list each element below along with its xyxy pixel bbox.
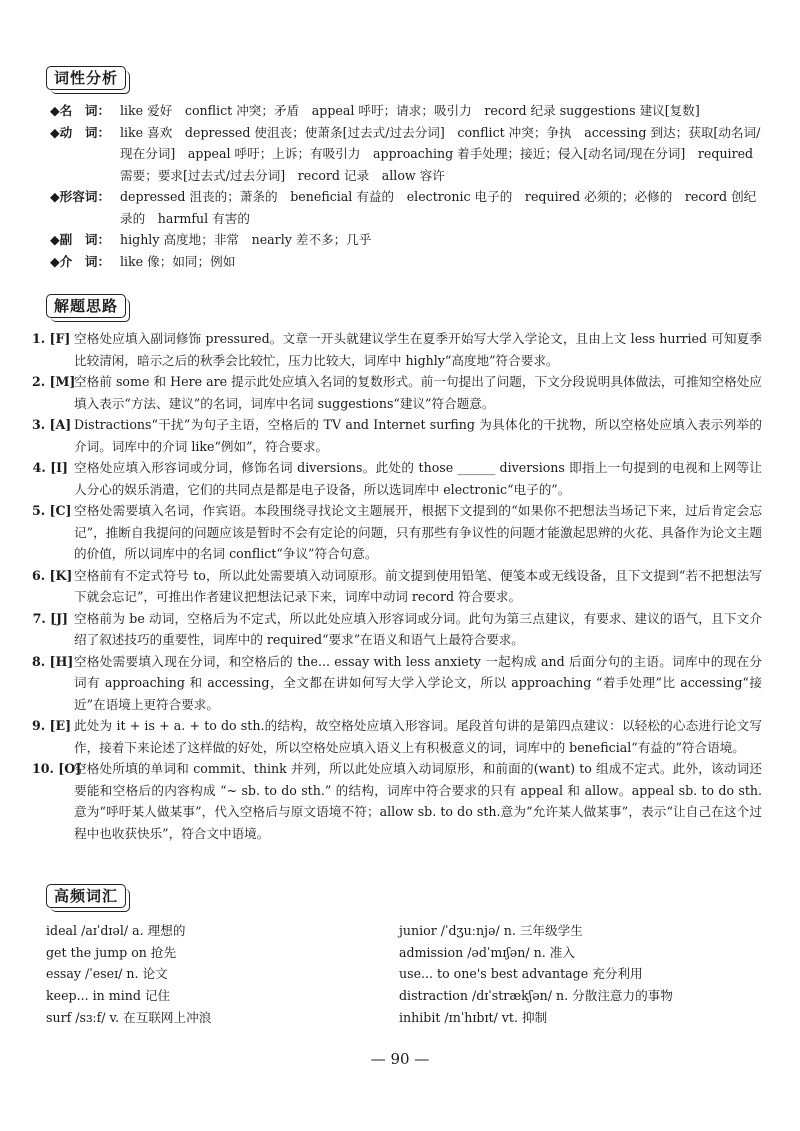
- pos-item-noun: [50, 100, 765, 122]
- pos-text: like 像；如同；例如: [120, 253, 236, 269]
- answer-item: [32, 608, 762, 651]
- vocab-item: keep... in mind 记住: [46, 988, 171, 1004]
- answer-text: 此处为 it + is + a. + to do sth.的结构，故空格处应填入形容词。尾段首句讲的是第四点建议：以轻松的心态进行论文写作，接着下来论述了这样做的好处，所以空格处应填入语义上有积极意义的词，词库中的 beneficial“有益的”符合语境。: [74, 718, 762, 755]
- pos-item-adverb: [50, 229, 765, 251]
- answer-key: 7. [J]: [32, 610, 68, 626]
- section-title-approach: 解题思路: [46, 294, 126, 318]
- pos-text: like 喜欢 depressed 使沮丧；使萧条[过去式/过去分词] conflict 冲突；争执 accessing 到达；获取[动名词/现在分词] appeal 呼吁；上诉；有吸引力 approaching 着手处理；接近；侵入[动名词/现在分词] required 需要；要求[过去式/过去分词] record 记录 allow 容许: [120, 124, 761, 183]
- pos-label: ◆动 词：: [50, 124, 111, 140]
- section-title-pos-analysis: 词性分析: [46, 66, 126, 90]
- answer-item: [32, 414, 762, 457]
- pos-list: [50, 100, 765, 272]
- pos-item-preposition: [50, 251, 765, 273]
- answer-key: 3. [A]: [32, 417, 72, 432]
- answer-item: [32, 457, 762, 500]
- pos-text: highly 高度地；非常 nearly 差不多；几乎: [120, 232, 372, 247]
- answer-text: 空格处所填的单词和 commit、think 并列，所以此处应填入动词原形，和前面的(want) to 组成不定式。此外，该动词还要能和空格后的内容构成 “~ sb. to do sth.” 的结构，词库中符合要求的只有 appeal 和 allow。appeal sb. to do sth.意为“呼吁某人做某事”，代入空格后与原文语境不符；allow sb. to do sth.意为“允许某人做某事”，表示“让自己在这个过程中也收获快乐”，符合文中语境。: [74, 761, 762, 841]
- answer-key: 4. [I]: [32, 460, 68, 475]
- answer-item: [32, 758, 762, 844]
- vocabulary-list: [46, 920, 766, 1028]
- pos-label: ◆形容词：: [50, 189, 111, 204]
- vocab-item: distraction /dɪˈstrækʃən/ n. 分散注意力的事物: [399, 988, 673, 1004]
- vocab-item: surf /sɜːf/ v. 在互联网上冲浪: [46, 1009, 212, 1025]
- vocab-item: essay /ˈeseɪ/ n. 论文: [46, 966, 168, 982]
- vocab-item: ideal /aɪˈdɪəl/ a. 理想的: [46, 923, 186, 938]
- answer-item: [32, 715, 762, 758]
- answer-text: 空格处需要填入现在分词，和空格后的 the... essay with less anxiety 一起构成 and 后面分句的主语。词库中的现在分词有 approaching 和 accessing，全文都在讲如何写大学入学论文，所以 approaching “着手处理”比 accessing“接近”在语境上更符合要求。: [74, 653, 762, 712]
- pos-item-adjective: [50, 186, 765, 229]
- answer-text: 空格处应填入副词修饰 pressured。文章一开头就建议学生在夏季开始写大学入学论文，且由上文 less hurried 可知夏季比较清闲，暗示之后的秋季会比较忙，压力比较大，词库中 highly“高度地”符合要求。: [74, 331, 762, 368]
- pos-item-verb: [50, 122, 765, 187]
- vocab-item: admission /ədˈmɪʃən/ n. 准入: [399, 944, 575, 960]
- answer-key: 9. [E]: [32, 718, 72, 733]
- answer-item: [32, 651, 762, 716]
- pos-text: depressed 沮丧的；萧条的 beneficial 有益的 electronic 电子的 required 必须的；必修的 record 创纪录的 harmful 有害的: [120, 189, 757, 226]
- answer-key: 1. [F]: [32, 331, 71, 346]
- answer-text: Distractions“干扰”为句子主语，空格后的 TV and Internet surfing 为具体化的干扰物，所以空格处应填入表示列举的介词。词库中的介词 like“例如”，符合要求。: [74, 417, 762, 454]
- answer-key: 2. [M]: [32, 374, 76, 389]
- vocab-item: inhibit /ɪnˈhɪbɪt/ vt. 抑制: [399, 1009, 548, 1025]
- answer-list: [32, 328, 762, 844]
- vocab-item: use... to one's best advantage 充分利用: [399, 966, 643, 982]
- answer-item: [32, 371, 762, 414]
- answer-text: 空格前为 be 动词，空格后为不定式，所以此处应填入形容词或分词。此句为第三点建议，有要求、建议的语气，且下文介绍了叙述技巧的重要性，词库中的 required“要求”在语义和语气上最符合要求。: [74, 610, 762, 647]
- answer-item: [32, 500, 762, 565]
- answer-key: 5. [C]: [32, 503, 72, 518]
- pos-label: ◆名 词：: [50, 103, 111, 118]
- vocabulary-column-left: [46, 920, 413, 1028]
- pos-label: ◆副 词：: [50, 232, 111, 247]
- page-number: — 90 —: [370, 1050, 430, 1068]
- answer-text: 空格处应填入形容词或分词，修饰名词 diversions。此处的 those ______ diversions 即指上一句提到的电视和上网等让人分心的娱乐消遣，它们的共同点是都是电子设备，所以选词库中 electronic“电子的”。: [74, 460, 762, 497]
- vocabulary-column-right: [399, 920, 766, 1028]
- answer-item: [32, 328, 762, 371]
- pos-label: ◆介 词：: [50, 253, 111, 269]
- answer-key: 8. [H]: [32, 653, 74, 669]
- answer-key: 10. [O]: [32, 761, 82, 776]
- answer-text: 空格前 some 和 Here are 提示此处应填入名词的复数形式。前一句提出了问题，下文分段说明具体做法，可推知空格处应填入表示“方法、建议”的名词，词库中名词 suggestions“建议”符合题意。: [74, 374, 762, 411]
- vocab-item: junior /ˈdʒuːnjə/ n. 三年级学生: [399, 923, 583, 938]
- answer-text: 空格前有不定式符号 to，所以此处需要填入动词原形。前文提到使用铅笔、便笺本或无线设备，且下文提到“若不把想法写下就会忘记”，可推出作者建议把想法记录下来，词库中动词 record 符合要求。: [74, 567, 762, 604]
- answer-item: [32, 565, 762, 608]
- vocab-item: get the jump on 抢先: [46, 944, 177, 960]
- pos-text: like 爱好 conflict 冲突；矛盾 appeal 呼吁；请求；吸引力 record 纪录 suggestions 建议[复数]: [120, 103, 700, 118]
- answer-key: 6. [K]: [32, 567, 73, 583]
- answer-text: 空格处需要填入名词，作宾语。本段围绕寻找论文主题展开，根据下文提到的“如果你不把想法当场记下来，过后肯定会忘记”，推断自我提问的问题应该是暂时不会有定论的问题，只有那些有争议性的问题才能激起思辨的火花、具备作为论文主题的价值，所以词库中的名词 conflict“争议”符合句意。: [74, 503, 762, 561]
- section-title-vocabulary: 高频词汇: [46, 884, 126, 908]
